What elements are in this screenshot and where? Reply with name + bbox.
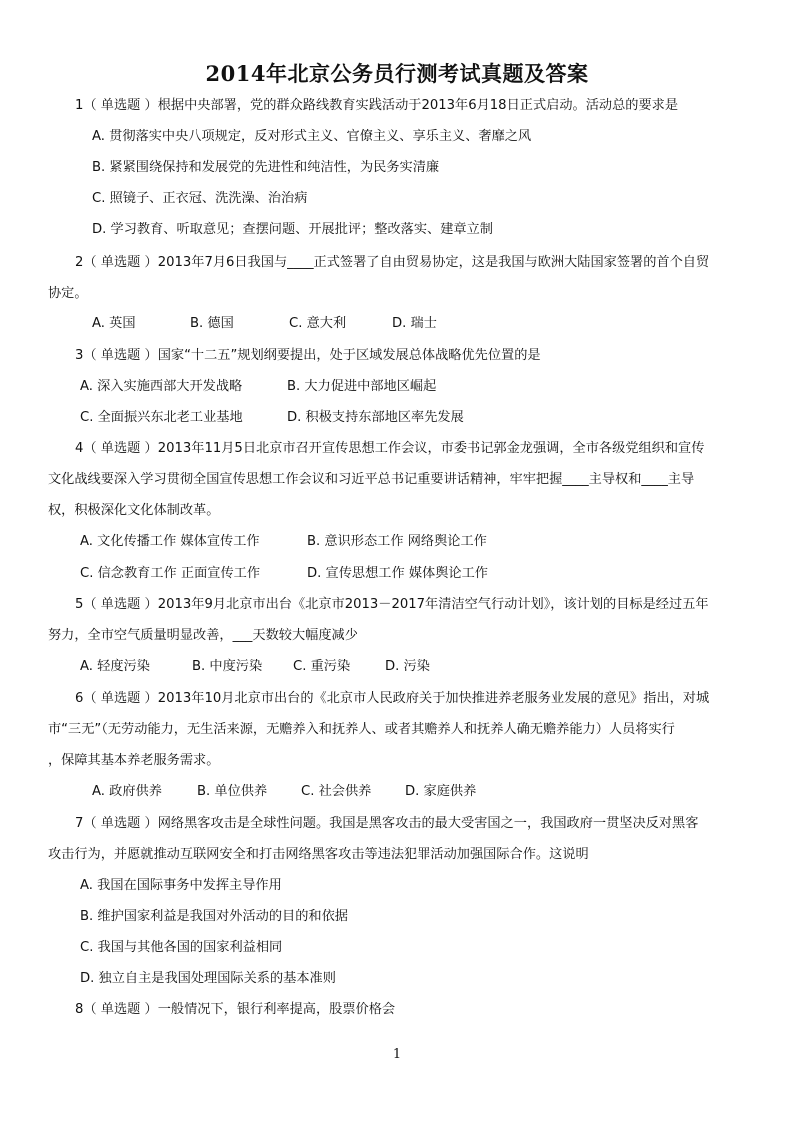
q6-stem-line-2: 市“三无”（无劳动能力，无生活来源，无赡养入和抚养人、或者其赡养人和抚养人确无赡养能力）人员将实行	[48, 722, 675, 737]
q2-option-b: B. 德国	[190, 316, 234, 331]
q8-stem-line-1: 8（ 单选题 ）一般情况下，银行利率提高，股票价格会	[75, 1002, 396, 1017]
q6-option-a: A. 政府供养	[92, 784, 162, 799]
q6-option-d: D. 家庭供养	[405, 784, 477, 799]
q3-stem-line-1: 3（ 单选题 ）国家“十二五”规划纲要提出，处于区域发展总体战略优先位置的是	[75, 348, 541, 363]
q3-option-a: A. 深入实施西部大开发战略	[80, 379, 243, 394]
q7-option-b: B. 维护国家利益是我国对外活动的目的和依据	[80, 909, 348, 924]
page-number: 1	[392, 1047, 402, 1062]
q7-stem-line-1: 7（ 单选题 ）网络黑客攻击是全球性问题。我国是黑客攻击的最大受害国之一，我国政府一贯坚决反对黑客	[75, 816, 699, 831]
q4-option-b: B. 意识形态工作 网络舆论工作	[307, 534, 487, 549]
q5-option-b: B. 中度污染	[192, 659, 263, 674]
q2-option-a: A. 英国	[92, 316, 136, 331]
q2-option-c: C. 意大利	[289, 316, 347, 331]
q5-stem-line-1: 5（ 单选题 ）2013年9月北京市出台《北京市2013－2017年清洁空气行动计划》，该计划的目标是经过五年	[75, 597, 709, 612]
q4-option-d: D. 宣传思想工作 媒体舆论工作	[307, 566, 488, 581]
q2-stem-line-2: 协定。	[48, 286, 88, 301]
q3-option-b: B. 大力促进中部地区崛起	[287, 379, 437, 394]
q1-option-a: A. 贯彻落实中央八项规定，反对形式主义、官僚主义、享乐主义、奢靡之风	[92, 129, 532, 144]
q6-option-b: B. 单位供养	[197, 784, 268, 799]
q4-option-a: A. 文化传播工作 媒体宣传工作	[80, 534, 260, 549]
q3-option-c: C. 全面振兴东北老工业基地	[80, 410, 243, 425]
q2-option-d: D. 瑞士	[392, 316, 437, 331]
q7-stem-line-2: 攻击行为，并愿就推动互联网安全和打击网络黑客攻击等违法犯罪活动加强国际合作。这说明	[48, 847, 589, 862]
page-title: 2014年北京公务员行测考试真题及答案	[205, 61, 589, 86]
q7-option-d: D. 独立自主是我国处理国际关系的基本准则	[80, 971, 336, 986]
q6-option-c: C. 社会供养	[301, 784, 372, 799]
q3-option-d: D. 积极支持东部地区率先发展	[287, 410, 464, 425]
q4-stem-line-3: 权，积极深化文化体制改革。	[48, 503, 220, 518]
q7-option-a: A. 我国在国际事务中发挥主导作用	[80, 878, 282, 893]
q1-option-d: D. 学习教育、听取意见；查摆问题、开展批评；整改落实、建章立制	[92, 222, 493, 237]
q4-stem-line-2: 文化战线要深入学习贯彻全国宣传思想工作会议和习近平总书记重要讲话精神，牢牢把握____主导权和____主导	[48, 472, 695, 487]
q5-option-d: D. 污染	[385, 659, 430, 674]
q5-option-a: A. 轻度污染	[80, 659, 150, 674]
q4-stem-line-1: 4（ 单选题 ）2013年11月5日北京市召开宣传思想工作会议，市委书记郭金龙强调，全市各级党组织和宣传	[75, 441, 705, 456]
q1-stem-line-1: 1（ 单选题 ）根据中央部署，党的群众路线教育实践活动于2013年6月18日正式启动。活动总的要求是	[75, 98, 679, 113]
q5-option-c: C. 重污染	[293, 659, 351, 674]
q7-option-c: C. 我国与其他各国的国家利益相同	[80, 940, 283, 955]
q6-stem-line-1: 6（ 单选题 ）2013年10月北京市出台的《北京市人民政府关于加快推进养老服务业发展的意见》指出，对城	[75, 691, 710, 706]
q6-stem-line-3: ，保障其基本养老服务需求。	[48, 753, 220, 768]
q4-option-c: C. 信念教育工作 正面宣传工作	[80, 566, 261, 581]
q5-stem-line-2: 努力，全市空气质量明显改善，___天数较大幅度减少	[48, 628, 358, 643]
q2-stem-line-1: 2（ 单选题 ）2013年7月6日我国与____正式签署了自由贸易协定，这是我国与欧洲大陆国家签署的首个自贸	[75, 255, 710, 270]
q1-option-c: C. 照镜子、正衣冠、洗洗澡、治治病	[92, 191, 308, 206]
q1-option-b: B. 紧紧围绕保持和发展党的先进性和纯洁性，为民务实清廉	[92, 160, 440, 175]
